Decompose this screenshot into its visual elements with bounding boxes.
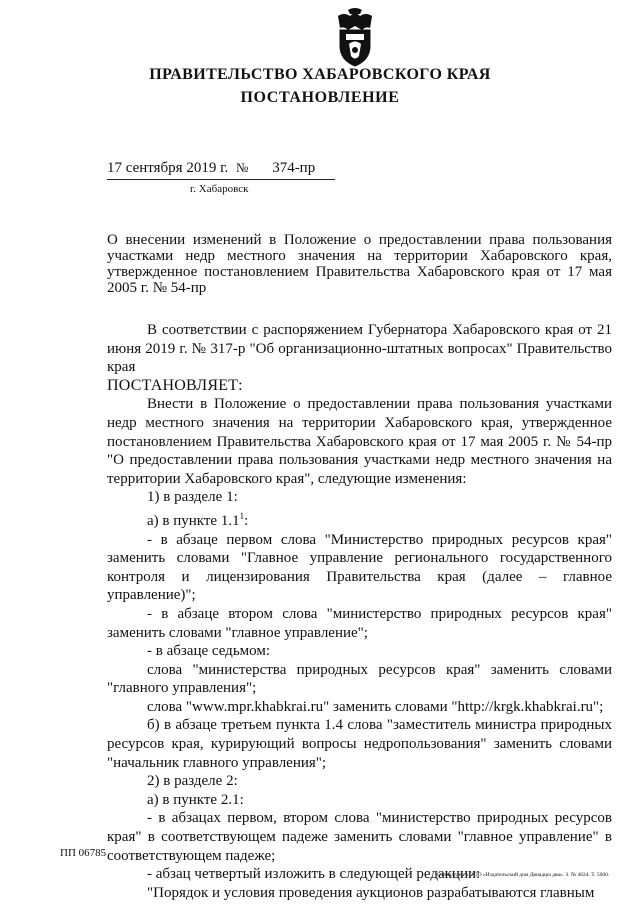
document-body (107, 321, 612, 902)
paragraph-7: слова "министерства природных ресурсов края" заменить словами "главного управления"; (107, 661, 612, 697)
paragraph-3-text: а) в пункте 1.1 (147, 512, 240, 529)
postanovlyaet-label: ПОСТАНОВЛЯЕТ: (107, 376, 243, 394)
paragraph-11: а) в пункте 2.1: (147, 791, 244, 808)
printer-note: Отпечатано в ООО «Издательский дом Двиадцы два». З. № 4624. Т. 5000. (437, 872, 610, 878)
document-number: 374-пр (272, 160, 316, 176)
document-code: ПП 06785 (60, 847, 107, 859)
city-label: г. Хабаровск (190, 183, 249, 195)
intro-paragraph: В соответствии с распоряжением Губернатора Хабаровского края от 21 июня 2019 г. № 317-р "Об организационно-штатных вопросах" Правительство края (107, 322, 612, 376)
organization-heading: ПРАВИТЕЛЬСТВО ХАБАРОВСКОГО КРАЯ (149, 66, 491, 83)
document-title: О внесении изменений в Положение о предоставлении права пользования участками недр местного значения на территории Хабаровского края, утвержденное постановлением Правительства Хабаровского края от 17 мая 2005 г. № 54-пр (107, 232, 612, 296)
paragraph-9: б) в абзаце третьем пункта 1.4 слова "заместитель министра природных ресурсов края, курирующий вопросы недропользования" заменить словами "начальник главного управления"; (107, 717, 612, 771)
paragraph-10: 2) в разделе 2: (147, 773, 238, 790)
paragraph-4: - в абзаце первом слова "Министерство природных ресурсов края" заменить словами "Главное управление регионального государственного контроля и лицензирования Правительства края (далее – главное управление)"; (107, 531, 612, 604)
paragraph-12: - в абзацах первом, втором слова "министерство природных ресурсов края" в соответствующем падеже заменить словами "главное управление" в соответствующем падеже; (107, 810, 612, 864)
paragraph-2: 1) в разделе 1: (147, 489, 238, 506)
paragraph-3 (107, 507, 612, 531)
paragraph-3-superscript: 1 (239, 510, 245, 521)
date-underline (107, 179, 335, 180)
number-sign: № (236, 160, 249, 175)
paragraph-14: "Порядок и условия проведения аукционов разрабатываются главным (147, 884, 595, 901)
paragraph-6: - в абзаце седьмом: (147, 643, 271, 660)
paragraph-8: слова "www.mpr.khabkrai.ru" заменить словами "http://krgk.khabkrai.ru"; (147, 698, 604, 715)
paragraph-5: - в абзаце втором слова "министерство природных ресурсов края" заменить словами "главное управление"; (107, 605, 612, 641)
paragraph-13: - абзац четвертый изложить в следующей редакции: (147, 866, 481, 883)
paragraph-3-colon: : (244, 512, 249, 529)
paragraph-1: Внести в Положение о предоставлении права пользования участками недр местного значения на территории Хабаровского края, утвержденное постановлением Правительства Хабаровского края от 17 мая 2005 г. № 54-пр "О предоставлении права пользования участками недр местного значения на территории Хабаровского края", следующие изменения: (107, 396, 612, 487)
document-type-heading: ПОСТАНОВЛЕНИЕ (240, 89, 400, 106)
coat-of-arms-icon (330, 6, 380, 68)
document-date: 17 сентября 2019 г. (107, 160, 229, 176)
date-number-line (107, 160, 315, 177)
